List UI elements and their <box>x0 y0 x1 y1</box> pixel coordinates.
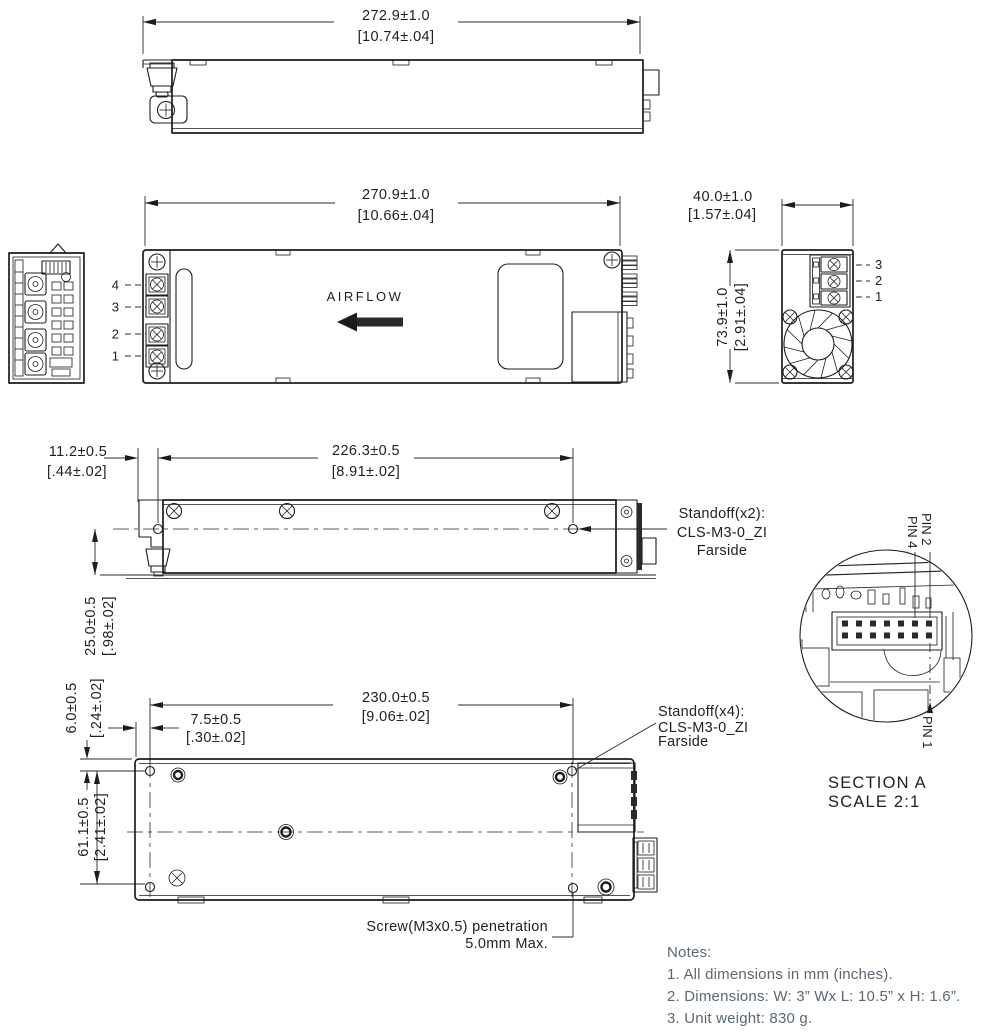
terminal-label-1: 1 <box>111 348 119 364</box>
airflow-arrow-icon <box>337 313 403 332</box>
side-view <box>113 500 656 579</box>
bottom-view-dimensions <box>64 678 573 884</box>
side-screws <box>167 504 560 519</box>
pin4-label: PIN 4 <box>905 516 920 549</box>
bottom-offset-mm: 7.5±0.5 <box>190 712 242 728</box>
side-view-dimensions <box>47 443 573 656</box>
face-pin-grid <box>52 282 73 355</box>
terminal-label-2: 2 <box>111 326 119 342</box>
notes-heading: Notes: <box>667 944 712 961</box>
standoff-x4-line1: Standoff(x4): <box>658 704 745 720</box>
side-end-cap <box>616 500 656 573</box>
bottom-view <box>127 759 657 903</box>
end-view-dimensions <box>688 189 853 383</box>
section-a-view <box>790 513 973 811</box>
side-height-in: [.98±.02] <box>101 596 117 656</box>
end-width-in: [1.57±.04] <box>688 207 757 223</box>
note-item-2: 2. Dimensions: W: 3” Wx L: 10.5” x H: 1.6”. <box>667 988 961 1005</box>
side-span-in: [8.91±.02] <box>331 464 401 480</box>
side-height-mm: 25.0±0.5 <box>83 596 99 656</box>
pin1-label: PIN 1 <box>920 716 935 749</box>
bottom-height-mm: 61.1±0.5 <box>76 797 92 857</box>
screw-callout <box>366 893 573 952</box>
bottom-span-mm: 230.0±0.5 <box>361 690 431 706</box>
standoff-x2-line1: Standoff(x2): <box>678 506 766 522</box>
rear-tab <box>643 70 659 95</box>
side-offset-in: [.44±.02] <box>47 464 107 480</box>
section-title: SECTION A <box>828 774 927 792</box>
bottom-offset-in: [.30±.02] <box>186 730 246 746</box>
standoff-x4-line3: Farside <box>658 734 709 750</box>
top-length-mm: 270.9±1.0 <box>361 187 431 203</box>
end-height-in: [2.91±.04] <box>733 282 749 352</box>
terminal-label-3: 3 <box>111 299 119 315</box>
standoff-x2-callout <box>578 506 767 559</box>
front-length-mm: 272.9±1.0 <box>361 8 431 24</box>
bottom-span-in: [9.06±.02] <box>361 709 431 725</box>
end-label-3: 3 <box>875 257 883 272</box>
side-offset-mm: 11.2±0.5 <box>48 444 108 460</box>
end-label-1: 1 <box>875 289 883 304</box>
face-terminals <box>25 273 46 375</box>
airflow-label: AIRFLOW <box>326 289 404 304</box>
end-width-mm: 40.0±1.0 <box>693 189 753 205</box>
signal-connectors <box>622 256 637 306</box>
bottom-inlet-box <box>578 763 637 832</box>
screw-note-line1: Screw(M3x0.5) penetration <box>366 919 548 935</box>
label-recess <box>498 264 563 369</box>
mounting-holes <box>146 767 578 893</box>
terminal-label-4: 4 <box>111 277 119 293</box>
bottom-terminal-block <box>633 838 657 892</box>
corner-screw <box>149 252 620 379</box>
standoff-x4-callout <box>575 704 748 770</box>
bottom-edge-mm: 6.0±0.5 <box>64 682 80 734</box>
end-height-mm: 73.9±1.0 <box>715 287 731 347</box>
top-view-dimension <box>145 187 620 246</box>
input-end-view <box>9 244 84 383</box>
case-screws <box>169 768 614 895</box>
section-internals <box>790 561 973 726</box>
screw-note-line2: 5.0mm Max. <box>465 936 548 952</box>
output-terminal-block <box>146 274 168 367</box>
note-item-1: 1. All dimensions in mm (inches). <box>667 966 893 983</box>
thumbscrew <box>150 96 187 123</box>
front-view-dimension <box>143 8 640 54</box>
notes <box>667 944 960 1027</box>
top-view <box>112 250 637 383</box>
bottom-edge-in: [.24±.02] <box>89 678 105 738</box>
front-view <box>143 60 659 133</box>
end-pin-callouts <box>856 257 882 304</box>
pin2-label: PIN 2 <box>919 513 934 546</box>
inlet-module <box>572 312 633 382</box>
section-header-connector <box>832 612 942 650</box>
front-length-in: [10.74±.04] <box>357 29 435 45</box>
end-label-2: 2 <box>875 273 883 288</box>
fan-screws <box>783 310 853 379</box>
standoff-x4-line2: CLS-M3-0_ZI <box>658 720 749 736</box>
terminal-pin-callouts <box>112 278 146 364</box>
output-end-view <box>782 250 882 383</box>
standoff-x2-line3: Farside <box>696 543 748 559</box>
note-item-3: 3. Unit weight: 830 g. <box>667 1010 813 1027</box>
side-span-mm: 226.3±0.5 <box>331 443 401 459</box>
end-terminal-block <box>810 255 850 307</box>
side-knob <box>146 549 170 576</box>
top-length-in: [10.66±.04] <box>357 208 435 224</box>
bottom-height-in: [2.41±.02] <box>93 792 109 862</box>
standoff-x2-line2: CLS-M3-0_ZI <box>676 525 768 541</box>
section-scale: SCALE 2:1 <box>828 793 921 811</box>
